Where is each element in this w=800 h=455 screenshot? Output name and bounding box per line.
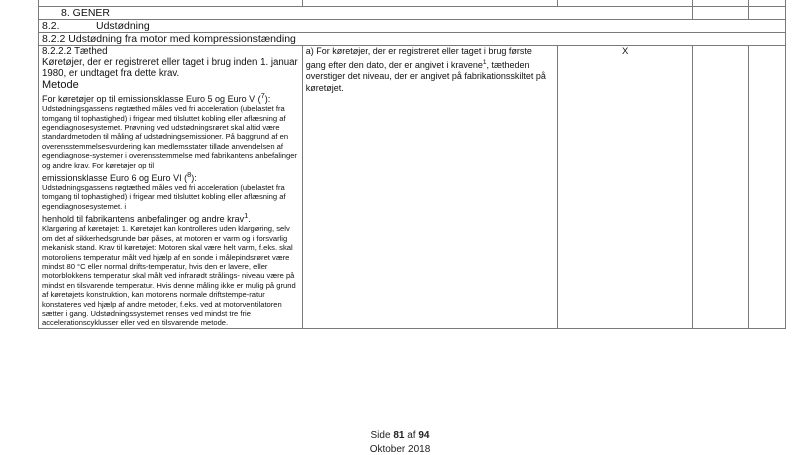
item-description-cell: [39, 46, 303, 329]
item-heading: 8.2.2.2 Tæthed: [42, 46, 108, 57]
assessment-mark: X: [558, 46, 693, 329]
subsection-row: [39, 20, 786, 33]
item-intro: Køretøjer, der er registreret eller taget i brug inden 1. januar 1980, er undtaget fra dette krav.: [42, 57, 298, 79]
manufacturer-paragraph: [42, 211, 299, 224]
manufacturer-line: henhold til fabrikantens anbefalinger og andre krav: [42, 214, 245, 225]
page-prefix: Side: [370, 430, 394, 441]
subsection-title: [39, 20, 786, 33]
page-number-footer: [0, 430, 800, 441]
preparation-body: Klargøring af køretøjet: 1. Køretøjet kan kontrolleres uden klargøring, selv om det af sikkerhedsgrunde bør påses, at motoren er varm og i forsvarlig mekanisk stand. Krav til køretøjet: Motoren skal være helt varm, f.eks. skal motoroliens temperatur målt ved hjælp af en sonde i målepindsrøret være mindst 80 °C eller normal drifts-temperatur, hvis den er lavere, eller motorblokkens temperatur skal målt ved infrarødt strålings- niveau være på mindst en tilsvarende temperatur. Hvis denne måling ikke er mulig på grund af køretøjets konstruktion, kan motorens normale driftstempe-ratur konstateres ved hjælp af andre metoder, f.eks. ved at motorventilatoren sætter i gang. Udstødningssystemet renses ved mindst tre frie accelerationscyklusser eller ved en tilsvarende metode.: [42, 224, 296, 328]
chapter-empty-cell: [693, 7, 749, 20]
subsubsection-row: [39, 33, 786, 46]
euro5-body: Udstødningsgassens røgtæthed måles ved fri acceleration (ubelastet fra tomgang til tophastighed) i frigear med tilsluttet kobling eller aflæsning af egendiagnosesystemet. Prøvning ved udstødningsrøret skal altid være standardmetoden til måling af udstødningsemissioner. På baggrund af en overensstemmelsesvurdering kan medlemsstater tillade anvendelsen af egendiagnose-systemer i overensstemmelse med fabrikantens anbefalinger og andre krav. For køretøjer op til: [42, 104, 297, 170]
euro6-close: ):: [191, 172, 197, 183]
empty-cell: [749, 46, 786, 329]
euro5-close: ):: [264, 94, 271, 104]
requirement-cell: [302, 46, 557, 329]
subsubsection-title: 8.2.2 Udstødning fra motor med kompressionstænding: [39, 33, 786, 46]
chapter-row: [39, 7, 786, 20]
requirement-tail: , tætheden overstiger det niveau, der er angivet på fabrikationsskiltet på køretøjet.: [305, 60, 546, 93]
subsection-number: 8.2.: [42, 20, 60, 32]
requirement-lead: a) For køretøjer, der er registreret eller taget i brug første gang efter den dato, der er angivet i kravene: [305, 46, 532, 71]
manufacturer-footnote-ref[interactable]: 1: [244, 211, 249, 221]
manufacturer-close: .: [248, 214, 251, 225]
page-total: 94: [418, 430, 430, 441]
euro6-paragraph: [42, 170, 299, 183]
subsection-name: Udstødning: [96, 20, 150, 32]
chapter-title: 8. GENER: [39, 7, 693, 20]
requirement-footnote-ref[interactable]: 1: [482, 59, 487, 67]
inspection-table: [38, 0, 786, 329]
euro6-lead: emissionsklasse Euro 6 og Euro VI (: [42, 172, 188, 183]
euro5-lead: For køretøjer op til emissionsklasse Euro 5 og Euro V (: [42, 94, 261, 104]
method-label: Metode: [42, 79, 79, 91]
euro5-footnote-ref[interactable]: 7: [260, 91, 265, 100]
item-row: [39, 46, 786, 329]
chapter-empty-cell: [749, 7, 786, 20]
page-of: af: [404, 430, 419, 441]
euro6-body: Udstødningsgassens røgtæthed måles ved fri acceleration (ubelastet fra tomgang til tophastighed) i frigear med tilsluttet kobling eller aflæsning af egendiagnosesystemet. i: [42, 183, 286, 211]
empty-cell: [693, 46, 749, 329]
footer-date: Oktober 2018: [369, 444, 431, 455]
page-number: 81: [393, 430, 405, 441]
euro6-footnote-ref[interactable]: 8: [187, 169, 192, 179]
euro5-paragraph: [42, 91, 299, 104]
